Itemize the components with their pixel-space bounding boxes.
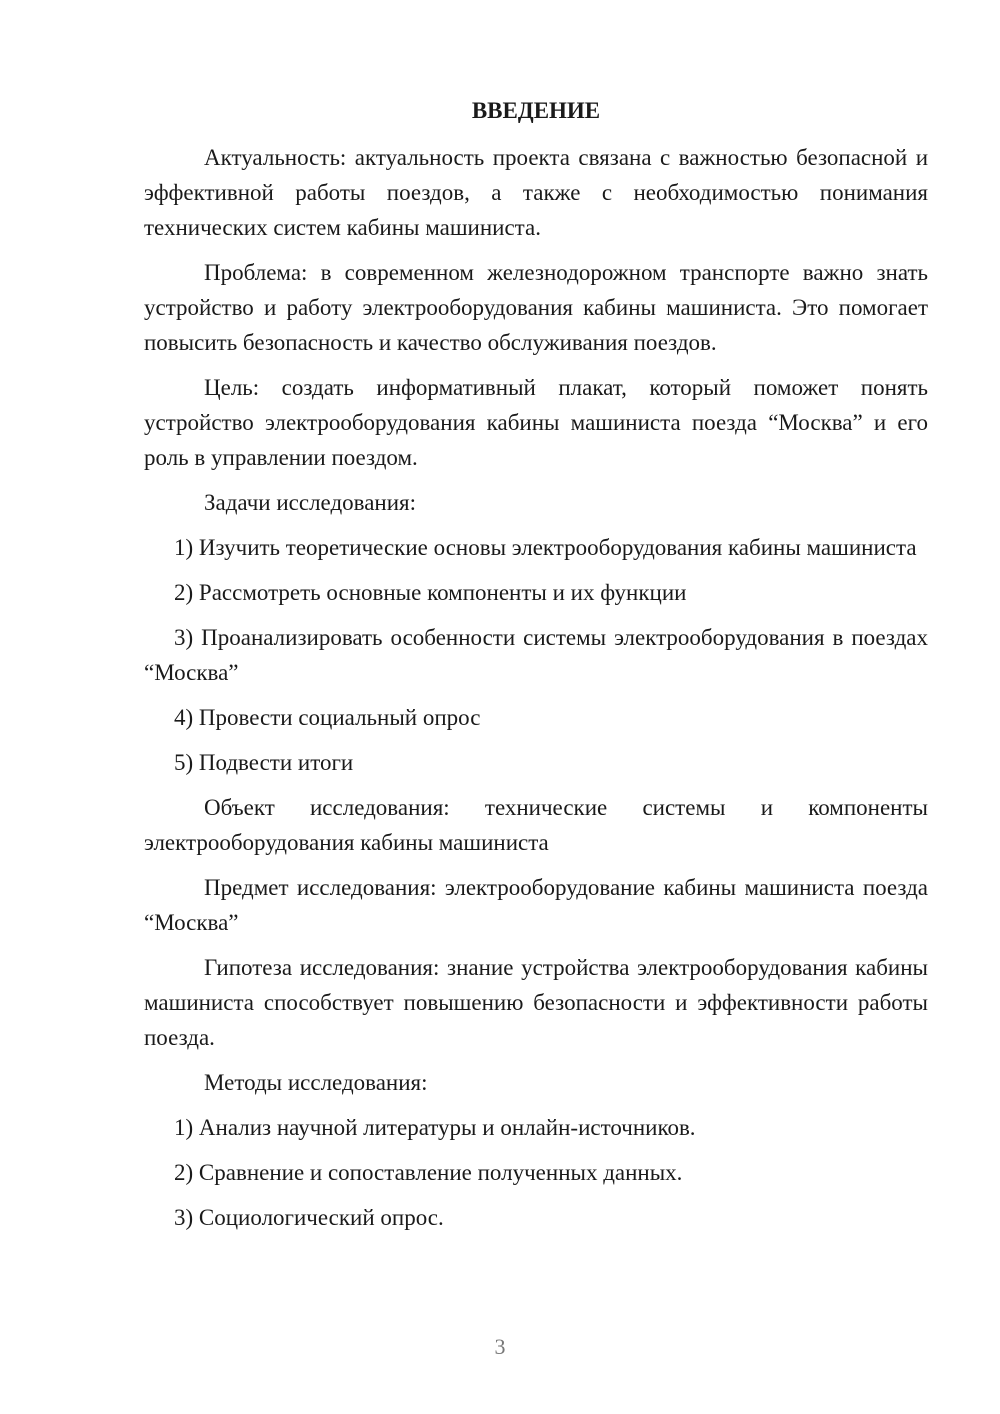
method-item-3: 3) Социологический опрос. [174, 1205, 444, 1230]
paragraph-goal: Цель: создать информативный плакат, который поможет понять устройство электрооборудования кабины машиниста поезда “Москва” и его роль в управлении поездом. [144, 375, 928, 470]
page-number: 3 [494, 1334, 506, 1359]
paragraph-object: Объект исследования: технические системы и компоненты электрооборудования кабины машиниста [144, 795, 928, 855]
task-item-5: 5) Подвести итоги [174, 750, 354, 775]
paragraph-hypothesis: Гипотеза исследования: знание устройства электрооборудования кабины машиниста способствует повышению безопасности и эффективности работы поезда. [144, 955, 928, 1050]
method-item-1: 1) Анализ научной литературы и онлайн-источников. [174, 1115, 696, 1140]
paragraph-relevance: Актуальность: актуальность проекта связана с важностью безопасной и эффективной работы поездов, а также с необходимостью понимания технических систем кабины машиниста. [144, 145, 928, 240]
task-item-4: 4) Провести социальный опрос [174, 705, 481, 730]
section-title: ВВЕДЕНИЕ [471, 98, 601, 123]
task-item-2: 2) Рассмотреть основные компоненты и их функции [174, 580, 687, 605]
paragraph-problem: Проблема: в современном железнодорожном транспорте важно знать устройство и работу электрооборудования кабины машиниста. Это помогает повысить безопасность и качество обслуживания поездов. [144, 260, 928, 355]
method-item-2: 2) Сравнение и сопоставление полученных данных. [174, 1160, 683, 1185]
document-page [144, 96, 928, 1245]
paragraph-subject: Предмет исследования: электрооборудование кабины машиниста поезда “Москва” [144, 875, 928, 935]
task-item-3: 3) Проанализировать особенности системы электрооборудования в поездах “Москва” [144, 625, 928, 685]
methods-heading: Методы исследования: [204, 1070, 428, 1095]
task-item-1: 1) Изучить теоретические основы электрооборудования кабины машиниста [174, 535, 917, 560]
tasks-heading: Задачи исследования: [204, 490, 417, 515]
